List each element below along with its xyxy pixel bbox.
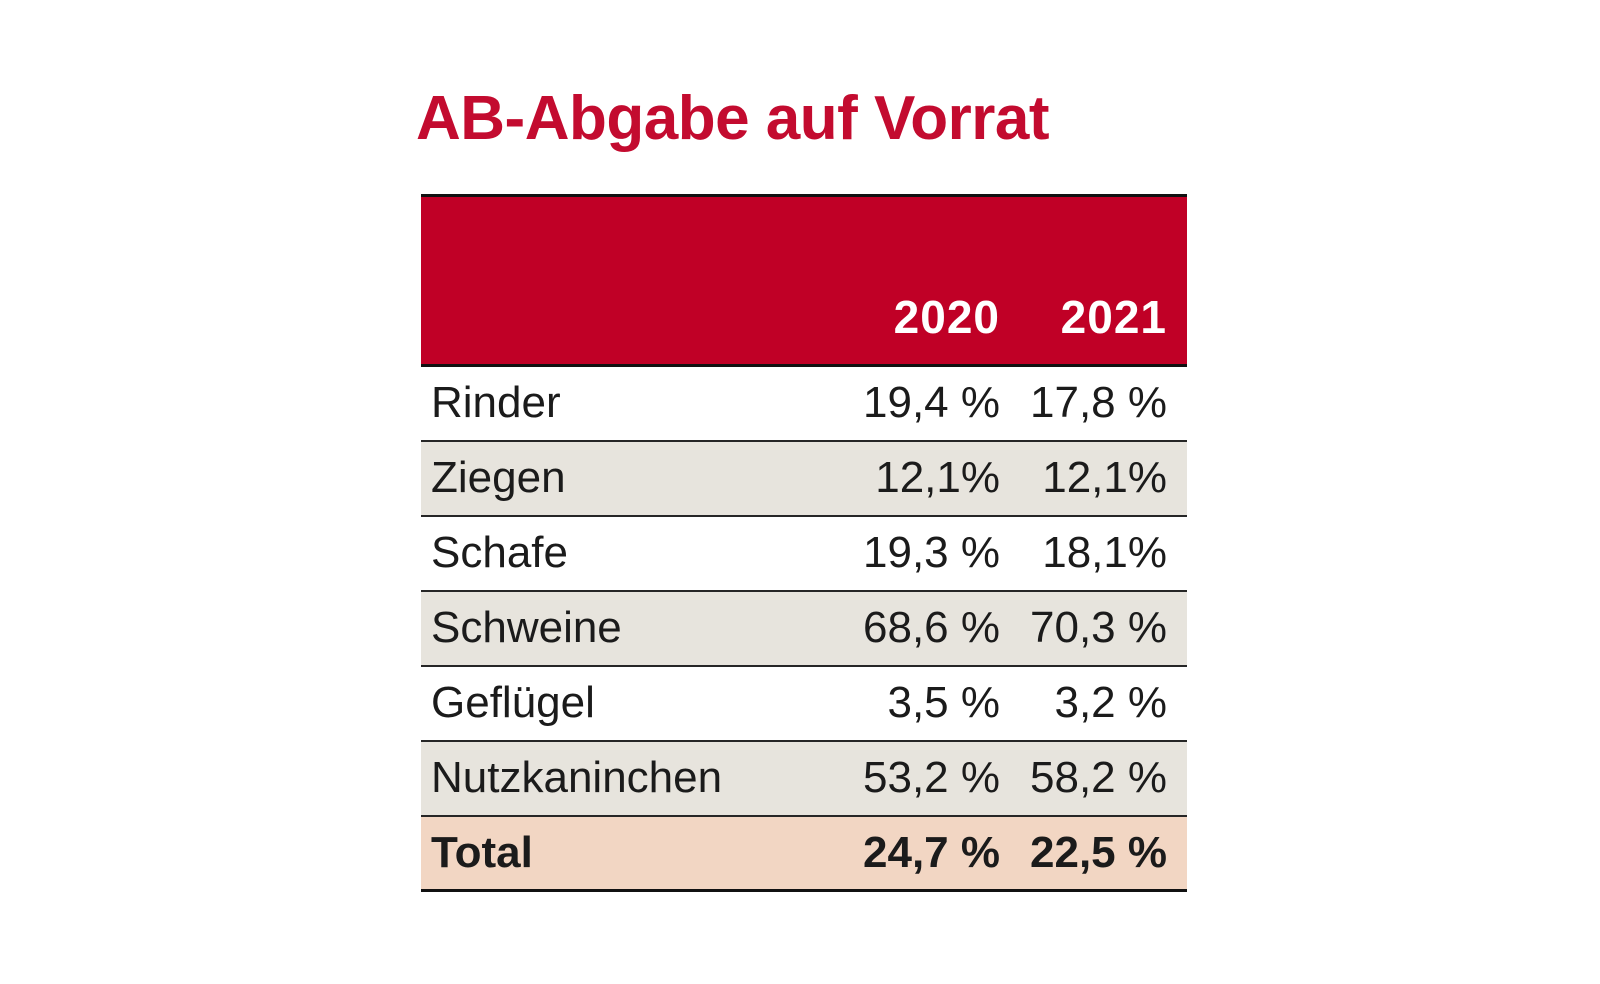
row-label: Schafe xyxy=(421,516,810,591)
row-value-2020: 19,3 % xyxy=(810,516,1000,591)
table-row-ziegen xyxy=(421,441,1187,516)
total-value-2020: 24,7 % xyxy=(810,816,1000,891)
row-value-2021: 3,2 % xyxy=(1000,666,1187,741)
row-label: Ziegen xyxy=(421,441,810,516)
table-row-schweine xyxy=(421,591,1187,666)
table-header xyxy=(421,196,1187,366)
row-value-2020: 19,4 % xyxy=(863,378,1000,428)
ab-abgabe-table xyxy=(421,194,1187,892)
header-row xyxy=(421,196,1187,366)
row-value-2021: 17,8 % xyxy=(1030,378,1167,428)
row-label: Schweine xyxy=(421,591,810,666)
row-value-2021: 12,1% xyxy=(1000,441,1187,516)
row-label: Geflügel xyxy=(421,666,810,741)
table-row-nutzkaninchen xyxy=(421,741,1187,816)
total-value-2021: 22,5 % xyxy=(1000,816,1187,891)
col-header-empty xyxy=(421,196,810,366)
row-value-2020: 3,5 % xyxy=(810,666,1000,741)
table-body xyxy=(421,366,1187,891)
col-header-2021: 2021 xyxy=(1000,196,1187,366)
row-label: Nutzkaninchen xyxy=(421,741,810,816)
row-value-2020: 53,2 % xyxy=(810,741,1000,816)
table-row-total xyxy=(421,816,1187,891)
row-value-2021: 18,1% xyxy=(1000,516,1187,591)
row-value-2020: 12,1% xyxy=(810,441,1000,516)
page-title: AB-Abgabe auf Vorrat xyxy=(416,84,1050,153)
col-header-2020: 2020 xyxy=(810,196,1000,366)
table-row-gefluegel xyxy=(421,666,1187,741)
row-value-2021: 70,3 % xyxy=(1000,591,1187,666)
row-value-2020: 68,6 % xyxy=(810,591,1000,666)
total-label: Total xyxy=(421,816,810,891)
row-label: Rinder xyxy=(431,378,561,428)
row-value-2021: 58,2 % xyxy=(1000,741,1187,816)
table-row-schafe xyxy=(421,516,1187,591)
table-row-rinder xyxy=(421,366,1187,441)
